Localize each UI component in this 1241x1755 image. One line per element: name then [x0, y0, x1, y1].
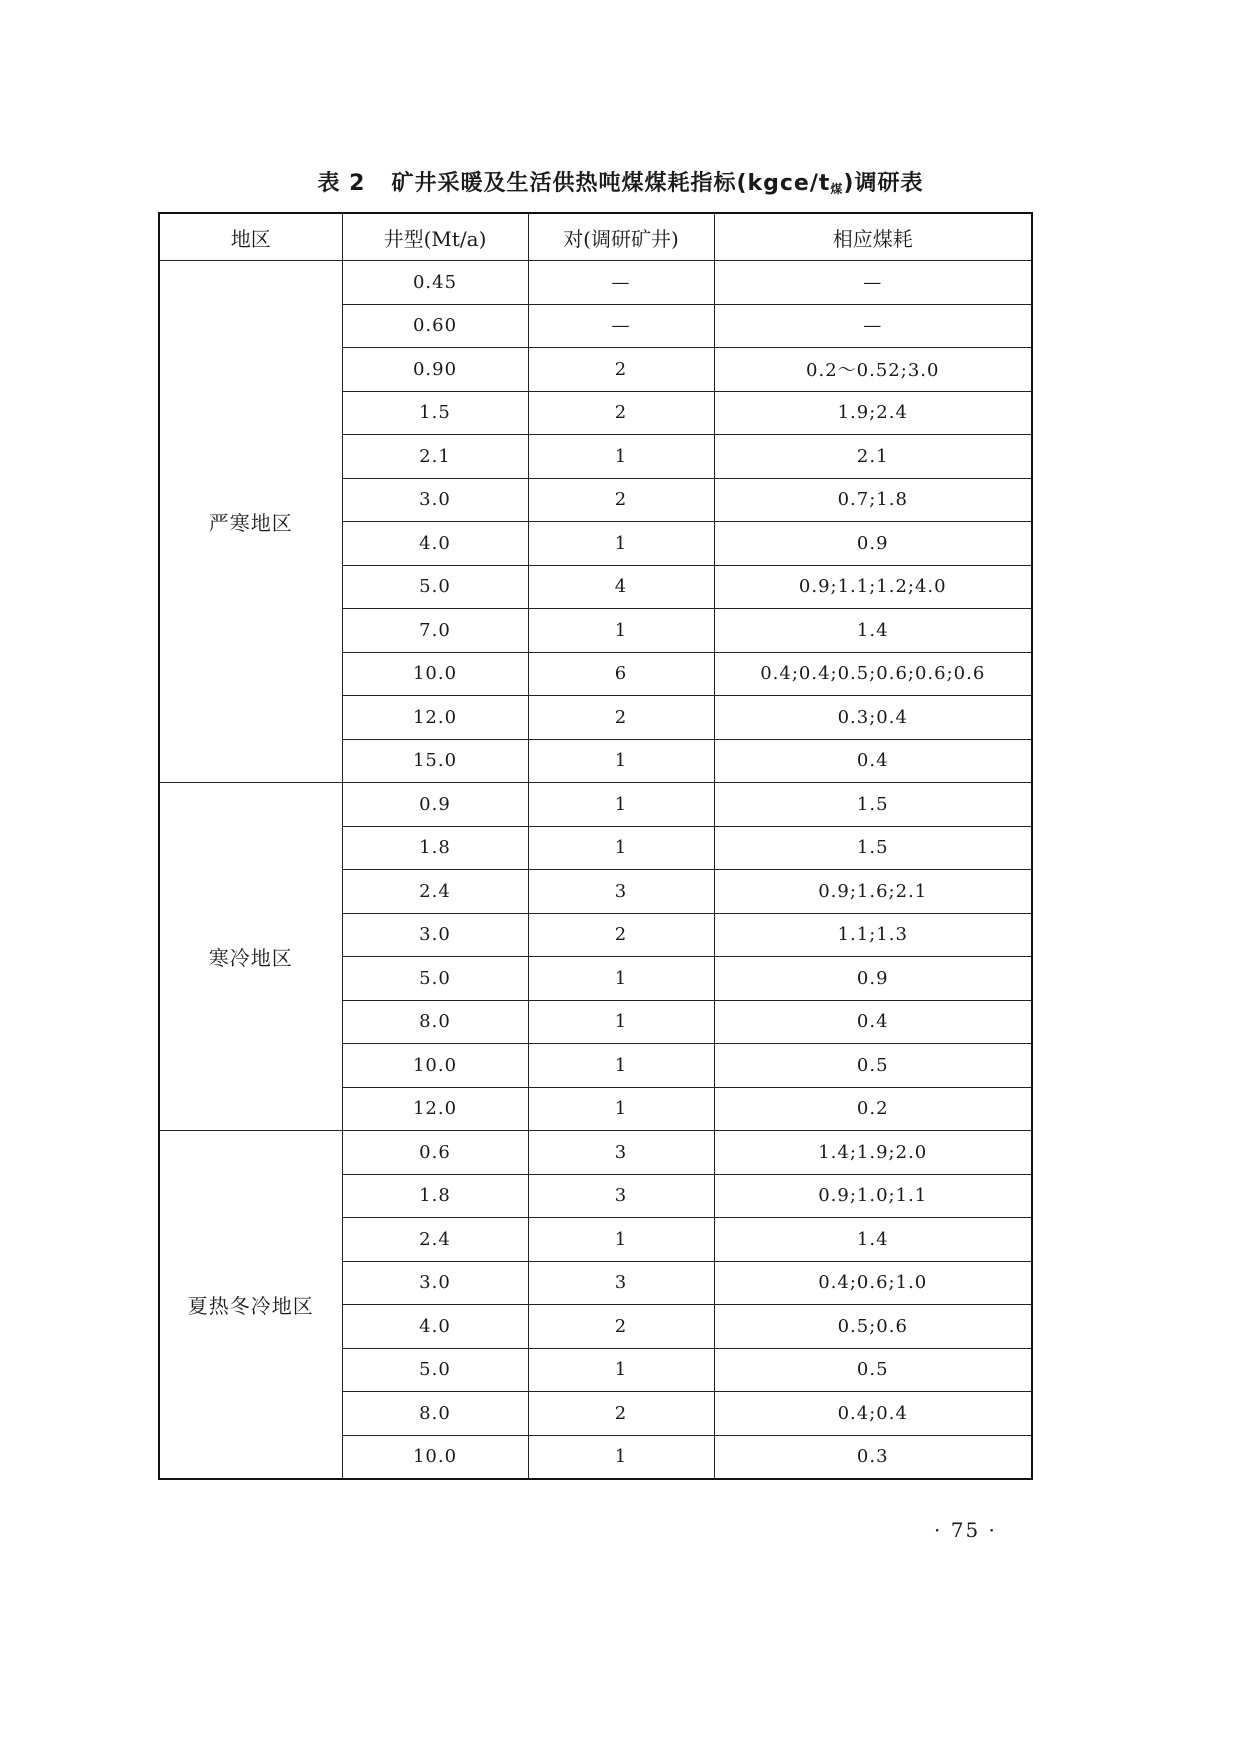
surveyed-count-cell: 2: [528, 391, 714, 435]
mine-size-cell: 7.0: [342, 609, 528, 653]
surveyed-count-cell: 3: [528, 1174, 714, 1218]
mine-size-cell: 4.0: [342, 522, 528, 566]
surveyed-count-cell: 1: [528, 739, 714, 783]
header-surveyed-mines: 对(调研矿井): [528, 213, 714, 261]
mine-size-cell: 10.0: [342, 1435, 528, 1479]
mine-size-cell: 10.0: [342, 652, 528, 696]
caption-label: 表 2: [317, 171, 366, 196]
mine-size-cell: 5.0: [342, 1348, 528, 1392]
consumption-cell: 1.5: [714, 826, 1032, 870]
consumption-cell: 0.4: [714, 739, 1032, 783]
caption-subscript: 煤: [830, 182, 844, 196]
mine-size-cell: 0.60: [342, 304, 528, 348]
consumption-cell: 1.1;1.3: [714, 913, 1032, 957]
surveyed-count-cell: 1: [528, 783, 714, 827]
mine-size-cell: 2.1: [342, 435, 528, 479]
mine-size-cell: 3.0: [342, 478, 528, 522]
mine-size-cell: 3.0: [342, 913, 528, 957]
consumption-cell: 0.3: [714, 1435, 1032, 1479]
surveyed-count-cell: 1: [528, 609, 714, 653]
surveyed-count-cell: 1: [528, 1087, 714, 1131]
surveyed-count-cell: 3: [528, 1261, 714, 1305]
table-header-row: [159, 213, 1032, 261]
consumption-cell: 0.4;0.6;1.0: [714, 1261, 1032, 1305]
consumption-cell: 1.4: [714, 609, 1032, 653]
surveyed-count-cell: 3: [528, 1131, 714, 1175]
consumption-cell: 0.9: [714, 522, 1032, 566]
consumption-cell: 0.5: [714, 1044, 1032, 1088]
consumption-cell: 0.2～0.52;3.0: [714, 348, 1032, 392]
consumption-cell: —: [714, 261, 1032, 305]
header-coal-consumption: 相应煤耗: [714, 213, 1032, 261]
mine-size-cell: 0.90: [342, 348, 528, 392]
table-row: [159, 261, 1032, 305]
mine-size-cell: 4.0: [342, 1305, 528, 1349]
surveyed-count-cell: 4: [528, 565, 714, 609]
mine-size-cell: 1.8: [342, 1174, 528, 1218]
consumption-cell: 0.7;1.8: [714, 478, 1032, 522]
consumption-cell: 0.9;1.1;1.2;4.0: [714, 565, 1032, 609]
mine-size-cell: 3.0: [342, 1261, 528, 1305]
caption-text: 矿井采暖及生活供热吨煤煤耗指标(kgce/t: [391, 171, 831, 196]
surveyed-count-cell: 2: [528, 1392, 714, 1436]
surveyed-count-cell: 1: [528, 826, 714, 870]
mine-size-cell: 15.0: [342, 739, 528, 783]
mine-size-cell: 10.0: [342, 1044, 528, 1088]
consumption-cell: 0.9;1.6;2.1: [714, 870, 1032, 914]
surveyed-count-cell: 6: [528, 652, 714, 696]
consumption-cell: 0.9: [714, 957, 1032, 1001]
consumption-cell: 1.5: [714, 783, 1032, 827]
table-row: [159, 1131, 1032, 1175]
surveyed-count-cell: 1: [528, 522, 714, 566]
mine-size-cell: 5.0: [342, 565, 528, 609]
surveyed-count-cell: 2: [528, 1305, 714, 1349]
mine-size-cell: 0.6: [342, 1131, 528, 1175]
surveyed-count-cell: 2: [528, 696, 714, 740]
region-cell: 严寒地区: [159, 261, 342, 783]
mine-size-cell: 2.4: [342, 1218, 528, 1262]
region-cell: 夏热冬冷地区: [159, 1131, 342, 1480]
consumption-cell: 0.2: [714, 1087, 1032, 1131]
consumption-cell: 1.4: [714, 1218, 1032, 1262]
surveyed-count-cell: —: [528, 304, 714, 348]
consumption-cell: —: [714, 304, 1032, 348]
surveyed-count-cell: 1: [528, 1435, 714, 1479]
mine-size-cell: 8.0: [342, 1392, 528, 1436]
table-caption: [0, 166, 1241, 197]
consumption-cell: 0.4;0.4: [714, 1392, 1032, 1436]
coal-consumption-table: [158, 212, 1033, 1480]
surveyed-count-cell: 1: [528, 435, 714, 479]
surveyed-count-cell: —: [528, 261, 714, 305]
mine-size-cell: 1.8: [342, 826, 528, 870]
table-row: [159, 783, 1032, 827]
region-cell: 寒冷地区: [159, 783, 342, 1131]
page-number: · 75 ·: [934, 1518, 997, 1542]
consumption-cell: 0.9;1.0;1.1: [714, 1174, 1032, 1218]
surveyed-count-cell: 1: [528, 1044, 714, 1088]
surveyed-count-cell: 2: [528, 913, 714, 957]
consumption-cell: 0.5: [714, 1348, 1032, 1392]
surveyed-count-cell: 1: [528, 1348, 714, 1392]
surveyed-count-cell: 1: [528, 1000, 714, 1044]
mine-size-cell: 1.5: [342, 391, 528, 435]
surveyed-count-cell: 1: [528, 957, 714, 1001]
caption-suffix: )调研表: [843, 171, 924, 196]
surveyed-count-cell: 2: [528, 348, 714, 392]
consumption-cell: 0.5;0.6: [714, 1305, 1032, 1349]
mine-size-cell: 0.9: [342, 783, 528, 827]
header-mine-size: 井型(Mt/a): [342, 213, 528, 261]
mine-size-cell: 2.4: [342, 870, 528, 914]
surveyed-count-cell: 3: [528, 870, 714, 914]
surveyed-count-cell: 2: [528, 478, 714, 522]
consumption-cell: 0.4: [714, 1000, 1032, 1044]
mine-size-cell: 12.0: [342, 1087, 528, 1131]
consumption-cell: 0.3;0.4: [714, 696, 1032, 740]
mine-size-cell: 12.0: [342, 696, 528, 740]
consumption-cell: 1.4;1.9;2.0: [714, 1131, 1032, 1175]
surveyed-count-cell: 1: [528, 1218, 714, 1262]
consumption-cell: 1.9;2.4: [714, 391, 1032, 435]
consumption-cell: 2.1: [714, 435, 1032, 479]
mine-size-cell: 8.0: [342, 1000, 528, 1044]
consumption-cell: 0.4;0.4;0.5;0.6;0.6;0.6: [714, 652, 1032, 696]
header-region: 地区: [159, 213, 342, 261]
mine-size-cell: 5.0: [342, 957, 528, 1001]
mine-size-cell: 0.45: [342, 261, 528, 305]
